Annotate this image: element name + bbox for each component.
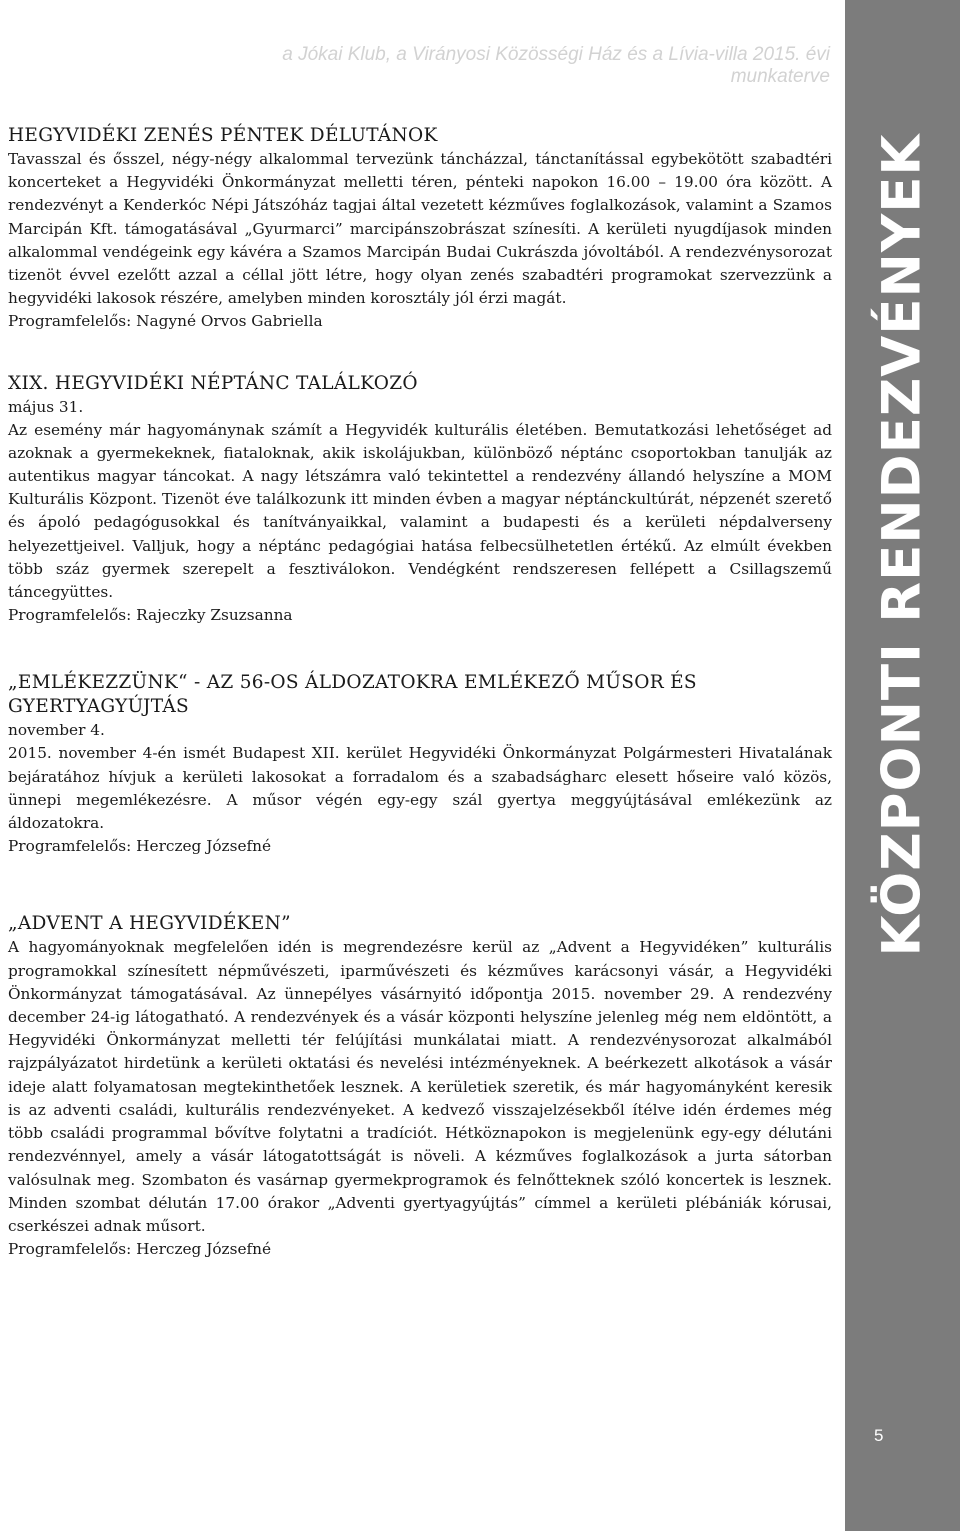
section-body: A hagyományoknak megfelelően idén is megrendezésre kerül az „Advent a Hegyvidéken” kulturális programokkal színesített népművészeti, iparművészeti és kézműves karácsonyi vásár, a Hegyvidéki Önkormányzat támogatásával. Az ünnepélyes vásárnyitó időpontja 2015. november 29. A rendezvény december 24-ig látogatható. A rendezvények és a vásár központi helyszíne jelenleg még nem eldöntött, a Hegyvidéki Önkormányzat melletti tér felújítási munkálatai miatt. A rendezvénysorozat alkalmából rajzpályázatot hirdetünk a kerületi oktatási és nevelési intézményeknek. A beérkezett alkotások a vásár ideje alatt folyamatosan megtekinthetőek lesznek. A kerületiek szeretik, és már hagyományként keresik is az adventi családi, kulturális rendezvényeket. A kedvező visszajelzésekből ítélve idén érdemes még több családi programmal bővítve folytatni a tradíciót. Hétköznapokon is megjelenünk egy-egy délutáni rendezvénnyel, amely a vásár látogatottságát is növeli. A kézműves foglalkozások a jurta sátorban valósulnak meg. Szombaton és vasárnap gyermekprogramok és felnőtteknek szóló koncertek is lesznek. Minden szombat délután 17.00 órakor „Adventi gyertyagyújtás” címmel a kerületi plébániák kórusai, cserkészei adnak műsort.	[8, 938, 832, 1235]
section-zenes-pentek	[8, 124, 832, 334]
page-number: 5	[874, 1426, 884, 1445]
running-header: a Jókai Klub, a Virányosi Közösségi Ház és a Lívia-villa 2015. évi munkaterve	[282, 44, 830, 87]
section-title: „ADVENT A HEGYVIDÉKEN”	[8, 913, 291, 935]
section-title: HEGYVIDÉKI ZENÉS PÉNTEK DÉLUTÁNOK	[8, 125, 438, 146]
section-neptanc-talalkozo	[8, 372, 832, 628]
program-responsible: Programfelelős: Herczeg Józsefné	[8, 837, 272, 856]
section-title: XIX. HEGYVIDÉKI NÉPTÁNC TALÁLKOZÓ	[8, 372, 418, 394]
section-advent	[8, 912, 832, 1261]
program-responsible: Programfelelős: Herczeg Józsefné	[8, 1240, 272, 1259]
section-emlekezzunk	[8, 671, 832, 858]
section-body: 2015. november 4-én ismét Budapest XII. kerület Hegyvidéki Önkormányzat Polgármesteri Hivatalának bejáratához hívjuk a kerületi lakosokat a forradalom és a szabadságharc elesett hőseire való közös, ünnepi megemlékezésre. A műsor végén egy-egy szál gyertya meggyújtásával emlékezünk az áldozatokra.	[8, 744, 832, 833]
main-content	[8, 124, 832, 1261]
section-title: „EMLÉKEZZÜNK“ - AZ 56-OS ÁLDOZATOKRA EMLÉKEZŐ MŰSOR ÉS GYERTYAGYÚJTÁS	[8, 672, 697, 718]
section-body: Tavasszal és ősszel, négy-négy alkalommal tervezünk táncházzal, tánctanítással egybekötött szabadtéri koncerteket a Hegyvidéki Önkormányzat melletti téren, pénteki napokon 16.00 – 19.00 óra között. A rendezvényt a Kenderkóc Népi Játszóház tagjai által vezetett kézműves foglalkozások, valamint a Szamos Marcipán Kft. támogatásával „Gyurmarci” marcipánszobrászat színesíti. A kerületi nyugdíjasok minden alkalommal vendégeink egy kávéra a Szamos Marcipán Budai Cukrászda jóvoltából. A rendezvénysorozat tizenöt évvel ezelőtt azzal a céllal jött létre, hogy olyan zenés szabadtéri programokat szervezzünk a hegyvidéki lakosok részére, amelyben minden korosztály jól érzi magát.	[8, 150, 832, 308]
event-date: november 4.	[8, 721, 105, 740]
event-date: május 31.	[8, 397, 84, 416]
program-responsible: Programfelelős: Nagyné Orvos Gabriella	[8, 312, 323, 331]
sidebar-vertical-title: KÖZPONTI RENDEZVÉNYEK	[871, 133, 933, 957]
section-body: Az esemény már hagyománynak számít a Hegyvidék kulturális életében. Bemutatkozási lehetőséget ad azoknak a gyermekeknek, fiataloknak, akik iskolájukban, különböző néptánc csoportokban tanulják az autentikus magyar táncokat. A nagy létszámra való tekintettel a rendezvény állandó helyszíne a MOM Kulturális Központ. Tizenöt éve találkozunk itt minden évben a magyar néptánckultúrát, népzenét szerető és ápoló pedagógusokkal és tanítványaikkal, valamint a budapesti és a kerületi népdalverseny helyezettjeivel. Valljuk, hogy a néptánc pedagógiai hatása felbecsülhetetlen értékű. Az elmúlt években több száz gyermek szerepelt a fesztiválokon. Vendégként rendszeresen fellépett a Csillagszemű táncegyüttes.	[8, 420, 832, 602]
program-responsible: Programfelelős: Rajeczky Zsuzsanna	[8, 606, 293, 625]
